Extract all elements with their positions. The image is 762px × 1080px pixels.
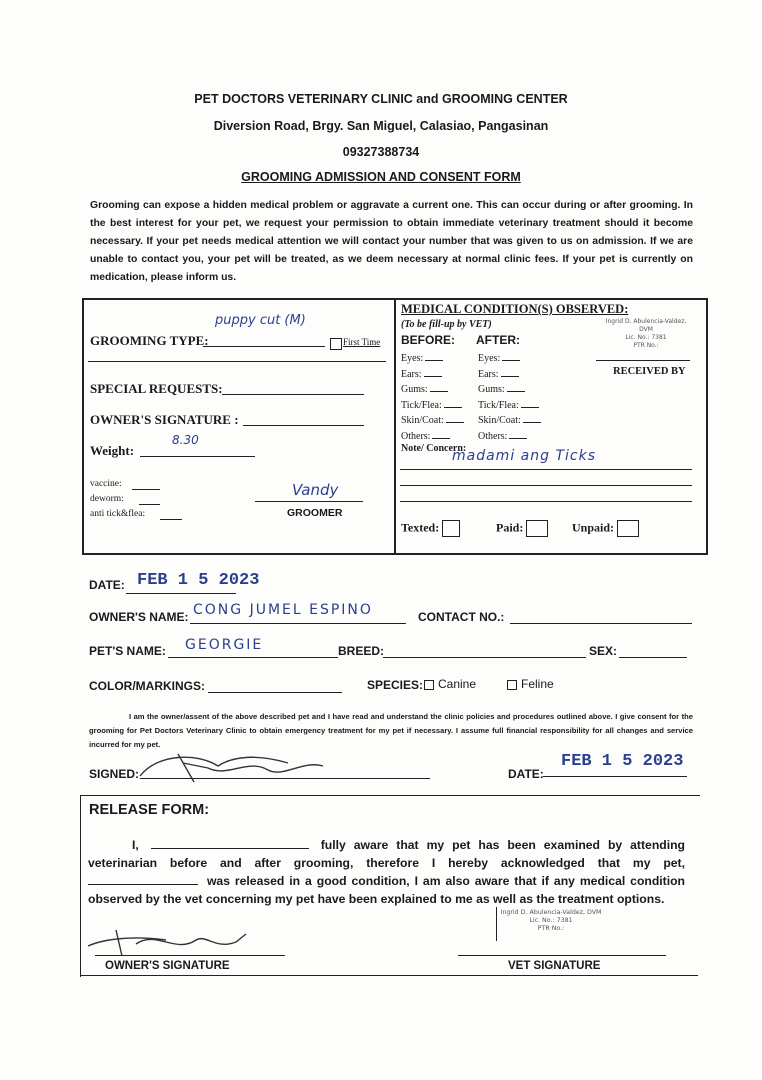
check-after-blank[interactable] bbox=[509, 430, 527, 439]
check-before-row bbox=[401, 383, 448, 395]
sex-line[interactable] bbox=[619, 657, 687, 658]
release-text-i: I, bbox=[132, 838, 139, 852]
received-by-line[interactable] bbox=[596, 360, 690, 361]
check-before-row bbox=[401, 414, 464, 426]
unpaid-field[interactable] bbox=[572, 520, 639, 537]
check-before-label: Ears: bbox=[401, 368, 422, 380]
check-before-label: Gums: bbox=[401, 384, 428, 395]
check-before-row bbox=[401, 368, 442, 380]
vet-stamp-top bbox=[600, 318, 692, 350]
grooming-type-line-2[interactable] bbox=[88, 361, 386, 362]
owner-name-value: CONG JUMEL ESPINO bbox=[193, 602, 373, 618]
check-after-row bbox=[478, 399, 539, 411]
check-before-row bbox=[401, 430, 450, 442]
canine-option[interactable] bbox=[424, 677, 476, 691]
vet-stamp-bottom bbox=[496, 909, 606, 933]
check-before-blank[interactable] bbox=[424, 368, 442, 377]
special-requests-label: SPECIAL REQUESTS: bbox=[90, 381, 223, 396]
pet-name-label: PET'S NAME: bbox=[89, 644, 166, 658]
check-after-label: Gums: bbox=[478, 384, 505, 395]
feline-label: Feline bbox=[521, 677, 554, 691]
vet-stamp-bracket bbox=[496, 907, 497, 941]
contact-label: CONTACT NO.: bbox=[418, 610, 505, 624]
check-after-row bbox=[478, 414, 541, 426]
check-before-blank[interactable] bbox=[444, 399, 462, 408]
anti-tick-label: anti tick&flea: bbox=[90, 509, 146, 519]
check-after-blank[interactable] bbox=[523, 414, 541, 423]
received-by-label: RECEIVED BY bbox=[613, 366, 686, 377]
vaccine-line[interactable] bbox=[132, 489, 160, 490]
texted-label: Texted: bbox=[401, 520, 440, 535]
note-line-2[interactable] bbox=[400, 485, 692, 486]
date-line[interactable] bbox=[126, 593, 236, 594]
anti-tick-line[interactable] bbox=[160, 519, 182, 520]
groomer-name: Vandy bbox=[292, 481, 339, 499]
pet-name-value: GEORGIE bbox=[185, 637, 264, 653]
deworm-label: deworm: bbox=[90, 494, 124, 504]
form-title: GROOMING ADMISSION AND CONSENT FORM bbox=[241, 170, 521, 184]
vet-stamp-name: Ingrid D. Abulencia-Valdez, DVM bbox=[605, 318, 687, 333]
pet-name-line[interactable] bbox=[168, 657, 338, 658]
date-value: FEB 1 5 2023 bbox=[137, 571, 260, 590]
unpaid-label: Unpaid: bbox=[572, 520, 615, 535]
owner-signature-line[interactable] bbox=[243, 425, 364, 426]
sex-label: SEX: bbox=[589, 644, 618, 658]
consent-paragraph: I am the owner/assent of the above described pet and I have read and understand the clinic policies and procedures outlined above. I give consent for the grooming for Pet Doctors Veterinary Clinic to obtain emergency treatment for my pet if necessary. I assume full financial responsibility for all changes and service incurred for my pet. bbox=[89, 712, 693, 749]
paid-label: Paid: bbox=[496, 520, 524, 535]
texted-checkbox[interactable] bbox=[442, 520, 460, 537]
release-form-bottom bbox=[80, 975, 698, 976]
check-before-blank[interactable] bbox=[432, 430, 450, 439]
vet-stamp-bottom-lic: Lic. No.: 7381 bbox=[529, 917, 573, 924]
vet-stamp-bottom-name: Ingrid D. Abulencia-Valdez, DVM bbox=[500, 909, 602, 916]
owner-signature-drawing bbox=[138, 748, 338, 788]
check-after-row bbox=[478, 368, 519, 380]
clinic-phone: 09327388734 bbox=[342, 145, 420, 159]
note-line-3[interactable] bbox=[400, 501, 692, 502]
weight-value: 8.30 bbox=[172, 433, 199, 447]
first-time-label: First Time bbox=[343, 337, 381, 347]
note-line-1[interactable] bbox=[400, 469, 692, 470]
check-before-label: Eyes: bbox=[401, 353, 424, 364]
check-before-row bbox=[401, 399, 462, 411]
check-after-blank[interactable] bbox=[501, 368, 519, 377]
release-owner-blank[interactable] bbox=[151, 836, 309, 849]
signed-date-label: DATE: bbox=[508, 767, 544, 781]
release-pet-blank[interactable] bbox=[88, 872, 198, 885]
color-label: COLOR/MARKINGS: bbox=[89, 679, 205, 693]
medical-title: MEDICAL CONDITION(S) OBSERVED: bbox=[401, 302, 629, 316]
release-text-2: fully aware that my pet has been examined by attending veterinarian before and after grooming, therefore I hereby acknowledged that my pet, bbox=[88, 838, 685, 870]
signed-line[interactable] bbox=[140, 778, 430, 779]
deworm-line[interactable] bbox=[139, 504, 160, 505]
check-after-blank[interactable] bbox=[502, 352, 520, 361]
medical-subtitle: (To be fill-up by VET) bbox=[401, 319, 492, 330]
vet-stamp-lic: Lic. No.: 7381 bbox=[625, 334, 667, 341]
canine-label: Canine bbox=[438, 677, 477, 691]
note-label: Note/ Concern: bbox=[401, 443, 467, 454]
breed-line[interactable] bbox=[383, 657, 586, 658]
groomer-line bbox=[255, 501, 363, 502]
check-before-label: Skin/Coat: bbox=[401, 415, 444, 426]
date-label: DATE: bbox=[89, 578, 125, 592]
vet-signature-label: VET SIGNATURE bbox=[508, 960, 601, 972]
weight-line[interactable] bbox=[140, 456, 255, 457]
color-line[interactable] bbox=[208, 692, 342, 693]
check-before-blank[interactable] bbox=[430, 383, 448, 392]
texted-field[interactable] bbox=[401, 520, 460, 537]
check-before-blank[interactable] bbox=[425, 352, 443, 361]
groomer-label: GROOMER bbox=[287, 507, 343, 519]
breed-label: BREED: bbox=[338, 644, 385, 658]
check-after-row bbox=[478, 352, 520, 364]
owner-name-label: OWNER'S NAME: bbox=[89, 610, 189, 624]
check-after-label: Others: bbox=[478, 430, 508, 442]
check-after-row bbox=[478, 430, 527, 442]
feline-option[interactable] bbox=[507, 677, 554, 691]
note-value: madami ang Ticks bbox=[452, 448, 596, 464]
owner-signature-bottom-line[interactable] bbox=[95, 955, 285, 956]
species-label: SPECIES: bbox=[367, 678, 424, 692]
box-divider bbox=[394, 298, 396, 553]
intro-paragraph: Grooming can expose a hidden medical problem or aggravate a current one. This can occur during or after grooming. In the best interest for your pet, we request your permission to obtain immediate veterinary treatment should it become necessary. If your pet needs medical attention we will contact your number that was given to us on admission. If we are unable to contact you, your pet will be treated, as we deem necessary at normal clinic fees. If your pet is currently on medication, please inform us. bbox=[90, 200, 693, 283]
check-after-label: Eyes: bbox=[478, 353, 501, 364]
grooming-type-line[interactable] bbox=[203, 346, 325, 347]
vaccine-label: vaccine: bbox=[90, 479, 122, 489]
check-before-row bbox=[401, 352, 443, 364]
unpaid-checkbox[interactable] bbox=[617, 520, 639, 537]
check-before-label: Others: bbox=[401, 430, 431, 442]
release-body bbox=[88, 836, 685, 908]
release-owner-signature-label: OWNER'S SIGNATURE bbox=[105, 960, 230, 972]
contact-line[interactable] bbox=[510, 623, 692, 624]
owner-signature-label: OWNER'S SIGNATURE : bbox=[90, 412, 239, 427]
special-requests-line[interactable] bbox=[222, 394, 364, 395]
paid-checkbox[interactable] bbox=[526, 520, 548, 537]
check-after-row bbox=[478, 383, 525, 395]
check-after-blank[interactable] bbox=[521, 399, 539, 408]
check-after-label: Ears: bbox=[478, 368, 499, 380]
grooming-type-value: puppy cut (M) bbox=[215, 313, 306, 328]
weight-label: Weight: bbox=[90, 443, 135, 458]
vet-stamp-bottom-ptr: PTR No.: bbox=[537, 925, 565, 932]
check-before-blank[interactable] bbox=[446, 414, 464, 423]
before-label: BEFORE: bbox=[401, 333, 455, 347]
release-owner-signature-drawing bbox=[86, 926, 256, 958]
release-text-3: was released in a good condition, I am also aware that if any medical condition observed by the vet concerning my pet have been explained to me as well as the treatment options. bbox=[88, 874, 685, 906]
signed-date-value: FEB 1 5 2023 bbox=[561, 752, 684, 771]
clinic-name: PET DOCTORS VETERINARY CLINIC and GROOMING CENTER bbox=[194, 92, 568, 106]
paid-field[interactable] bbox=[496, 520, 548, 537]
check-after-blank[interactable] bbox=[507, 383, 525, 392]
check-after-label: Tick/Flea: bbox=[478, 399, 519, 411]
vet-signature-line[interactable] bbox=[458, 955, 666, 956]
after-label: AFTER: bbox=[476, 333, 520, 347]
feline-checkbox[interactable] bbox=[507, 680, 517, 690]
check-before-label: Tick/Flea: bbox=[401, 399, 442, 411]
release-title: RELEASE FORM: bbox=[89, 802, 210, 818]
signed-label: SIGNED: bbox=[89, 767, 140, 781]
signed-date-line[interactable] bbox=[543, 776, 687, 777]
vet-stamp-ptr: PTR No.: bbox=[633, 342, 659, 349]
clinic-address: Diversion Road, Brgy. San Miguel, Calasiao, Pangasinan bbox=[213, 119, 549, 133]
check-after-label: Skin/Coat: bbox=[478, 415, 521, 426]
grooming-type-label: GROOMING TYPE: bbox=[90, 333, 209, 348]
canine-checkbox[interactable] bbox=[424, 680, 434, 690]
owner-name-line[interactable] bbox=[190, 623, 406, 624]
